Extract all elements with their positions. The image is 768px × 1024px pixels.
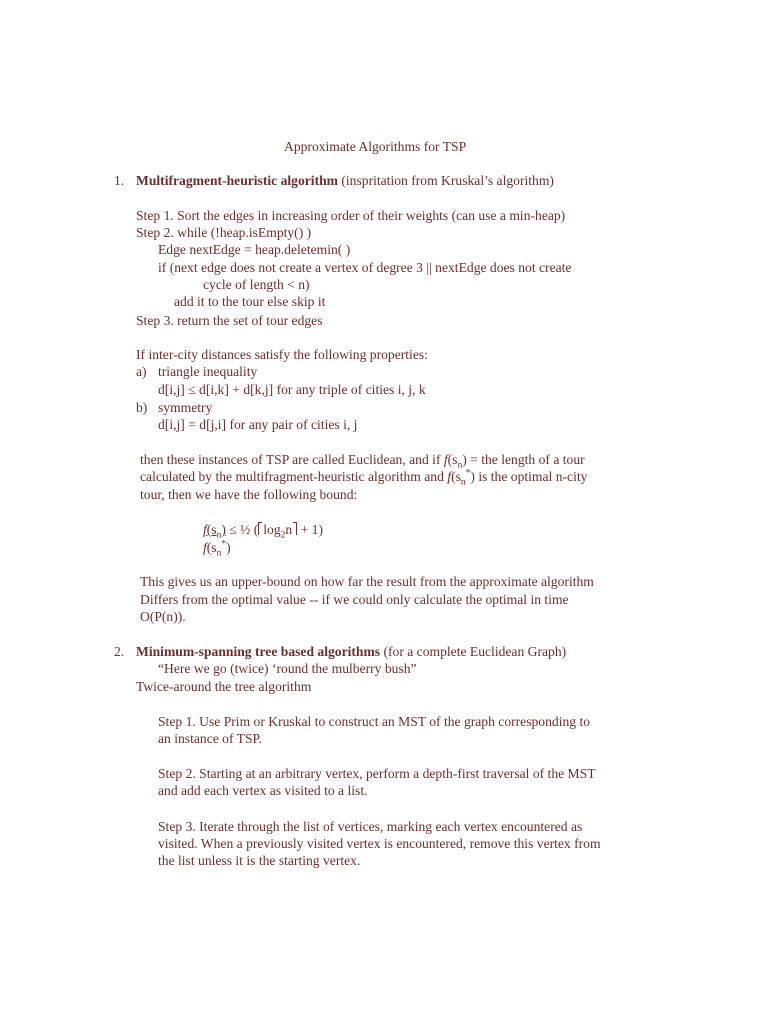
s1-step-3: Step 3. return the set of tour edges — [136, 313, 323, 328]
text: ) — [221, 522, 226, 537]
subscript: n — [460, 477, 466, 488]
s1-code-line-3: cycle of length < n) — [203, 277, 310, 292]
bound-formula-numerator-line — [203, 521, 323, 541]
s2-step-3-line-2: visited. When a previously visited vertex is encountered, remove this vertex from — [158, 836, 601, 851]
text: (s — [206, 540, 217, 555]
s1-euclid-line-3: tour, then we have the following bound: — [140, 487, 358, 502]
section-1-heading-note: (inspritation from Kruskal’s algorithm) — [337, 173, 554, 188]
s1-paragraph-line-1: This gives us an upper-bound on how far the result from the approximate algorithm — [140, 574, 594, 589]
superscript: * — [221, 539, 227, 550]
bound-denominator — [203, 539, 231, 559]
s2-subtitle: Twice-around the tree algorithm — [136, 679, 312, 694]
s1-euclid-line-2 — [140, 468, 588, 488]
s2-step-2-line-2: and add each vertex as visited to a list. — [158, 783, 368, 798]
s2-quote: “Here we go (twice) ‘round the mulberry bush” — [158, 661, 417, 676]
s1-paragraph-line-3: O(P(n)). — [140, 609, 186, 624]
subscript: 2 — [280, 530, 286, 541]
superscript: * — [465, 468, 471, 479]
s1-code-line-2: if (next edge does not create a vertex of degree 3 || nextEdge does not create — [158, 260, 572, 275]
f-symbol: f — [447, 469, 452, 484]
section-1-heading-line — [136, 172, 554, 189]
section-2-heading: Minimum-spanning tree based algorithms — [136, 644, 381, 659]
subscript: n — [457, 460, 463, 471]
section-2-heading-note: (for a complete Euclidean Graph) — [380, 644, 567, 659]
subscript: n — [216, 530, 222, 541]
ceil-left-icon — [258, 522, 262, 535]
bound-numerator — [203, 522, 226, 541]
text: log — [263, 522, 281, 537]
s1-prop-a-formula: d[i,j] ≤ d[i,k] + d[k,j] for any triple of cities i, j, k — [158, 382, 426, 397]
s1-code-line-1: Edge nextEdge = heap.deletemin( ) — [158, 242, 351, 257]
s1-prop-a: triangle inequality — [158, 364, 258, 379]
s1-step-1: Step 1. Sort the edges in increasing order of their weights (can use a min-heap) — [136, 208, 566, 223]
s2-step-3-line-3: the list unless it is the starting vertex. — [158, 853, 361, 868]
subscript: n — [216, 548, 222, 559]
text: n — [285, 522, 293, 537]
section-2-heading-line — [136, 643, 566, 660]
s1-code-line-4: add it to the tour else skip it — [174, 294, 326, 309]
section-1-number: 1. — [114, 173, 125, 188]
text: then these instances of TSP are called Euclidean, and if — [140, 452, 444, 467]
f-symbol: f — [203, 540, 207, 555]
s1-properties-intro: If inter-city distances satisfy the following properties: — [136, 347, 428, 362]
f-symbol: f — [443, 452, 448, 467]
section-2-number: 2. — [114, 644, 125, 659]
text: (s — [206, 522, 217, 537]
s2-step-2-line-1: Step 2. Starting at an arbitrary vertex, perform a depth-first traversal of the MST — [158, 766, 596, 781]
s1-euclid-line-1 — [140, 451, 585, 471]
text: ) = the length of a tour — [462, 452, 585, 467]
text: (s — [447, 452, 458, 467]
s1-paragraph-line-2: Differs from the optimal value -- if we could only calculate the optimal in time — [140, 592, 569, 607]
s1-prop-b: symmetry — [158, 400, 213, 415]
text: ≤ ½ ( — [225, 522, 259, 537]
s1-prop-b-label: b) — [136, 400, 148, 415]
text: ) is the optimal n-city — [470, 469, 588, 484]
f-symbol: f — [203, 522, 207, 537]
s1-step-2: Step 2. while (!heap.isEmpty() ) — [136, 225, 312, 240]
text: + 1) — [297, 522, 323, 537]
s2-step-1-line-2: an instance of TSP. — [158, 731, 262, 746]
s1-prop-b-formula: d[i,j] = d[j,i] for any pair of cities i, j — [158, 417, 358, 432]
s2-step-1-line-1: Step 1. Use Prim or Kruskal to construct an MST of the graph corresponding to — [158, 714, 591, 729]
text: (s — [451, 469, 461, 484]
section-1-heading: Multifragment-heuristic algorithm — [136, 173, 338, 188]
page-title: Approximate Algorithms for TSP — [284, 139, 467, 154]
text: calculated by the multifragment-heuristic algorithm and — [140, 469, 448, 484]
s1-prop-a-label: a) — [136, 364, 147, 379]
s2-step-3-line-1: Step 3. Iterate through the list of vertices, marking each vertex encountered as — [158, 819, 583, 834]
text: ) — [226, 540, 231, 555]
